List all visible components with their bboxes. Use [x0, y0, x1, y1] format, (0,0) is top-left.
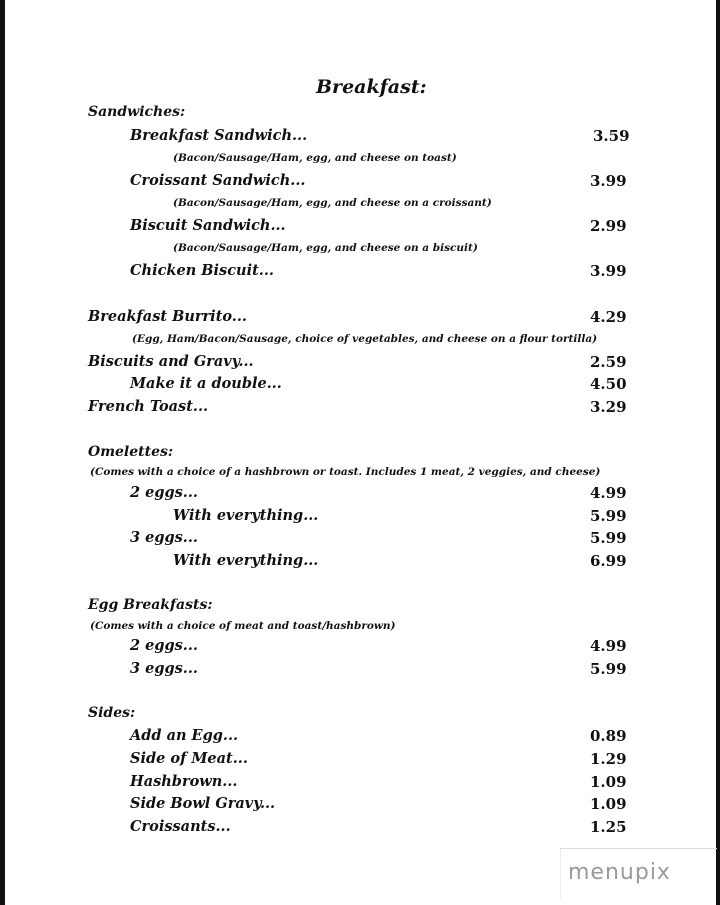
- side-bowl-gravy-price: 1.09: [590, 795, 627, 813]
- breakfast-sandwich-price: 3.59: [593, 127, 630, 145]
- biscuits-gravy-name: Biscuits and Gravy...: [88, 353, 254, 370]
- hashbrown-name: Hashbrown...: [130, 773, 238, 790]
- make-double-name: Make it a double...: [130, 375, 282, 392]
- side-meat-price: 1.29: [590, 750, 627, 768]
- breakfast-sandwich-name: Breakfast Sandwich...: [130, 127, 308, 144]
- croissant-sandwich-desc: (Bacon/Sausage/Ham, egg, and cheese on a croissant): [173, 197, 492, 209]
- omelettes-heading: Omelettes:: [88, 444, 174, 460]
- omelette-3-eggs-everything-name: With everything...: [173, 552, 319, 569]
- omelette-2-eggs-everything-name: With everything...: [173, 507, 319, 524]
- omelette-2-eggs-name: 2 eggs...: [130, 484, 198, 501]
- biscuit-sandwich-price: 2.99: [590, 217, 627, 235]
- croissant-sandwich-name: Croissant Sandwich...: [130, 172, 306, 189]
- french-toast-name: French Toast...: [88, 398, 209, 415]
- omelette-3-eggs-everything-price: 6.99: [590, 552, 627, 570]
- side-bowl-gravy-name: Side Bowl Gravy...: [130, 795, 276, 812]
- biscuits-gravy-price: 2.59: [590, 353, 627, 371]
- egg-breakfast-3-eggs-price: 5.99: [590, 660, 627, 678]
- omelette-3-eggs-name: 3 eggs...: [130, 529, 198, 546]
- egg-breakfast-2-eggs-name: 2 eggs...: [130, 637, 198, 654]
- add-egg-name: Add an Egg...: [130, 727, 239, 744]
- sandwiches-heading: Sandwiches:: [88, 104, 186, 120]
- breakfast-burrito-desc: (Egg, Ham/Bacon/Sausage, choice of vegetables, and cheese on a flour tortilla): [132, 333, 598, 345]
- biscuit-sandwich-name: Biscuit Sandwich...: [130, 217, 286, 234]
- omelette-2-eggs-everything-price: 5.99: [590, 507, 627, 525]
- breakfast-burrito-price: 4.29: [590, 308, 627, 326]
- chicken-biscuit-name: Chicken Biscuit...: [130, 262, 274, 279]
- add-egg-price: 0.89: [590, 727, 627, 745]
- hashbrown-price: 1.09: [590, 773, 627, 791]
- egg-breakfast-2-eggs-price: 4.99: [590, 637, 627, 655]
- right-border: [716, 0, 720, 905]
- croissants-price: 1.25: [590, 818, 627, 836]
- biscuit-sandwich-desc: (Bacon/Sausage/Ham, egg, and cheese on a biscuit): [173, 242, 478, 254]
- croissants-name: Croissants...: [130, 818, 231, 835]
- chicken-biscuit-price: 3.99: [590, 262, 627, 280]
- page-title: Breakfast:: [316, 76, 427, 98]
- left-border: [0, 0, 5, 905]
- make-double-price: 4.50: [590, 375, 627, 393]
- egg-breakfasts-heading: Egg Breakfasts:: [88, 597, 213, 613]
- egg-breakfast-3-eggs-name: 3 eggs...: [130, 660, 198, 677]
- omelette-3-eggs-price: 5.99: [590, 529, 627, 547]
- breakfast-sandwich-desc: (Bacon/Sausage/Ham, egg, and cheese on toast): [173, 152, 457, 164]
- french-toast-price: 3.29: [590, 398, 627, 416]
- breakfast-burrito-name: Breakfast Burrito...: [88, 308, 247, 325]
- egg-breakfasts-desc: (Comes with a choice of meat and toast/hashbrown): [90, 620, 396, 632]
- side-meat-name: Side of Meat...: [130, 750, 248, 767]
- omelettes-desc: (Comes with a choice of a hashbrown or toast. Includes 1 meat, 2 veggies, and cheese): [90, 466, 601, 478]
- omelette-2-eggs-price: 4.99: [590, 484, 627, 502]
- croissant-sandwich-price: 3.99: [590, 172, 627, 190]
- sides-heading: Sides:: [88, 705, 136, 721]
- watermark-logo: menupix: [568, 860, 671, 885]
